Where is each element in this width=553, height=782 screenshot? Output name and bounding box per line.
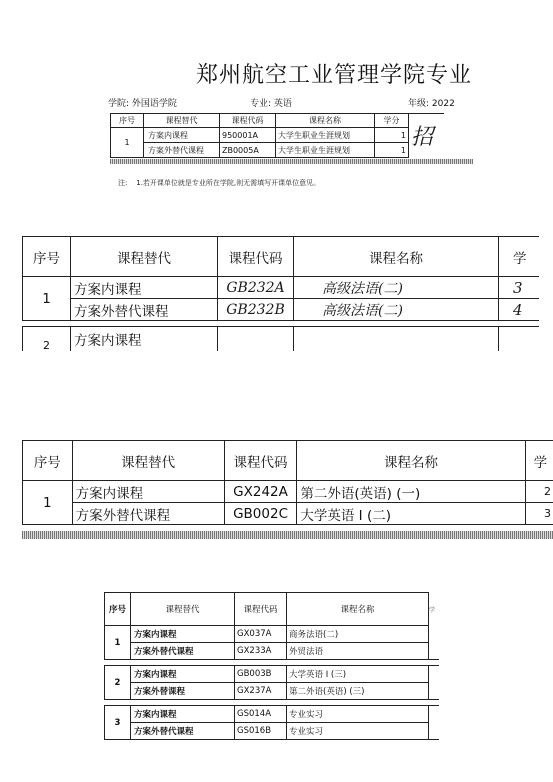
- table-row: [105, 666, 439, 683]
- t4-header-substitute: 课程替代: [131, 593, 235, 626]
- t2-in-credit: 3: [499, 277, 539, 299]
- t3-out-credit: 3: [525, 503, 553, 525]
- table-row: [23, 277, 539, 299]
- table-row: [105, 643, 439, 660]
- t4-g3-in-name: 专业实习: [287, 706, 429, 723]
- t1-seq: 1: [111, 128, 144, 158]
- t2-row2-code: [218, 327, 294, 352]
- t4-g2-in-code: GB003B: [235, 666, 287, 683]
- table-row: [105, 723, 439, 740]
- t1-header-seq: 序号: [111, 114, 144, 128]
- t4-g2-in-credit: [429, 666, 439, 683]
- t4-g3-in-code: GS014A: [235, 706, 287, 723]
- t1-out-type: 方案外替代课程: [144, 143, 220, 158]
- t2-seq: 1: [23, 277, 71, 321]
- t3-in-name: 第二外语(英语) (一): [297, 481, 525, 503]
- t1-in-credit: 1: [375, 128, 409, 143]
- t1-in-code: 950001A: [220, 128, 276, 143]
- t4-g1-out-name: 外贸法语: [287, 643, 429, 660]
- t4-g3-out-credit: [429, 723, 439, 740]
- major-info: [250, 96, 292, 109]
- t3-out-code: GB002C: [224, 503, 297, 525]
- t2-in-name: 高级法语(二): [294, 277, 499, 299]
- t4-g1-out-type: 方案外替代课程: [131, 643, 235, 660]
- t2-out-type: 方案外替代课程: [71, 299, 218, 321]
- major-value: 英语: [273, 99, 292, 109]
- t3-header-code: 课程代码: [224, 441, 297, 481]
- t2-header-code: 课程代码: [218, 237, 294, 277]
- table-3-shading: [22, 531, 553, 539]
- table-row: [105, 683, 439, 700]
- grade-label: 年级:: [408, 99, 430, 109]
- table-2: [22, 236, 539, 351]
- t2-out-name: 高级法语(二): [294, 299, 499, 321]
- table-1: [110, 113, 444, 158]
- t3-in-code: GX242A: [224, 481, 297, 503]
- t4-g1-seq: 1: [105, 626, 131, 660]
- t4-g3-seq: 3: [105, 706, 131, 740]
- t2-in-code: GB232A: [218, 277, 294, 299]
- t3-header-seq: 序号: [23, 441, 73, 481]
- t3-header-credit: 学: [525, 441, 553, 481]
- t1-header-credit: 学分: [375, 114, 409, 128]
- t3-header-substitute: 课程替代: [72, 441, 224, 481]
- t4-g1-out-code: GX233A: [235, 643, 287, 660]
- t4-header-code: 课程代码: [235, 593, 287, 626]
- t2-out-credit: 4: [499, 299, 539, 321]
- t1-out-credit: 1: [375, 143, 409, 158]
- t2-header-credit: 学: [499, 237, 539, 277]
- t2-row2-type: 方案内课程: [71, 327, 218, 352]
- table-row: [23, 327, 539, 352]
- t4-g2-in-type: 方案内课程: [131, 666, 235, 683]
- t4-g3-in-type: 方案内课程: [131, 706, 235, 723]
- grade-info: [408, 96, 455, 109]
- college-label: 学院:: [108, 99, 130, 109]
- t4-g2-seq: 2: [105, 666, 131, 700]
- t2-in-type: 方案内课程: [71, 277, 218, 299]
- t3-seq: 1: [23, 481, 73, 525]
- t4-g3-out-name: 专业实习: [287, 723, 429, 740]
- table-row: [105, 706, 439, 723]
- t4-header-name: 课程名称: [287, 593, 429, 626]
- t4-g2-in-name: 大学英语 I (三): [287, 666, 429, 683]
- t1-header-substitute: 课程替代: [144, 114, 220, 128]
- t3-header-name: 课程名称: [297, 441, 525, 481]
- table-row: [111, 143, 444, 158]
- t3-out-name: 大学英语 I (二): [297, 503, 525, 525]
- t4-g1-in-credit: [429, 626, 439, 643]
- handwritten-signature: 招: [411, 125, 434, 151]
- t3-out-type: 方案外替代课程: [72, 503, 224, 525]
- table-row: [105, 626, 439, 643]
- college-value: 外国语学院: [131, 99, 177, 109]
- table-row: [111, 128, 444, 143]
- t2-out-code: GB232B: [218, 299, 294, 321]
- grade-value: 2022: [431, 99, 455, 109]
- t1-in-type: 方案内课程: [144, 128, 220, 143]
- t1-in-name: 大学生职业生涯规划: [276, 128, 375, 143]
- table-row: [23, 481, 553, 503]
- t2-row2-name: [294, 327, 499, 352]
- t2-header-name: 课程名称: [294, 237, 499, 277]
- t4-g2-out-type: 方案外替课程: [131, 683, 235, 700]
- t3-in-type: 方案内课程: [72, 481, 224, 503]
- t1-header-code: 课程代码: [220, 114, 276, 128]
- t4-header-credit: 学: [429, 606, 436, 614]
- footnote: 注: 1.若开课单位就是专业所在学院,则无需填写开课单位意见。: [118, 179, 321, 187]
- table-row: [23, 299, 539, 321]
- t4-g2-out-credit: [429, 683, 439, 700]
- t2-row2-credit: [499, 327, 539, 352]
- major-label: 专业:: [250, 99, 272, 109]
- t1-out-code: ZB0005A: [220, 143, 276, 158]
- t2-header-seq: 序号: [23, 237, 71, 277]
- document-title: 郑州航空工业管理学院专业: [196, 63, 473, 88]
- t3-in-credit: 2: [525, 481, 553, 503]
- t4-g3-in-credit: [429, 706, 439, 723]
- table-4: [104, 592, 439, 740]
- table-3: [22, 440, 553, 525]
- college-info: [108, 96, 177, 109]
- t4-g3-out-type: 方案外替代课程: [131, 723, 235, 740]
- t1-header-name: 课程名称: [276, 114, 375, 128]
- t4-g2-out-name: 第二外语(英语) (三): [287, 683, 429, 700]
- t2-seq-2: 2: [23, 327, 71, 352]
- t1-out-name: 大学生职业生涯规划: [276, 143, 375, 158]
- t4-g1-in-name: 商务法语(二): [287, 626, 429, 643]
- table-1-shading: [110, 159, 473, 164]
- t4-g1-in-code: GX037A: [235, 626, 287, 643]
- t4-g1-out-credit: [429, 643, 439, 660]
- t1-signature-cell: [409, 114, 444, 158]
- t4-header-seq: 序号: [105, 593, 131, 626]
- t4-g2-out-code: GX237A: [235, 683, 287, 700]
- t2-header-substitute: 课程替代: [71, 237, 218, 277]
- t4-g3-out-code: GS016B: [235, 723, 287, 740]
- t4-g1-in-type: 方案内课程: [131, 626, 235, 643]
- table-row: [23, 503, 553, 525]
